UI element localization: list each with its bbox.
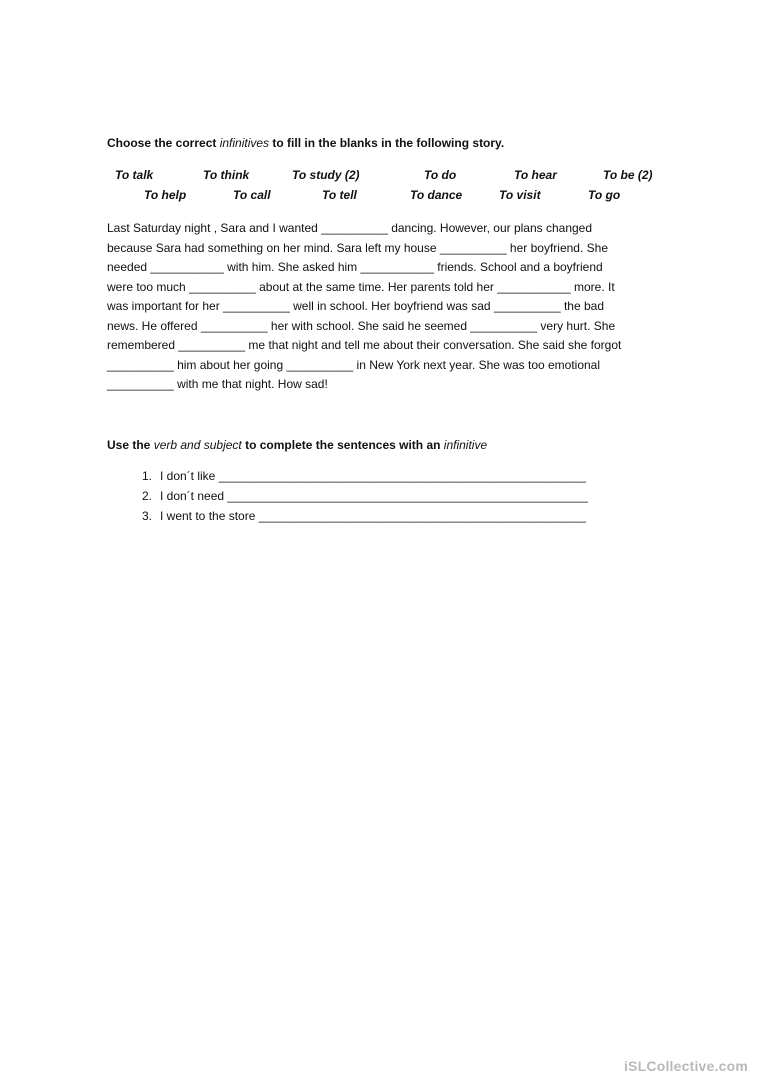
story-line: __________ him about her going __________ in New York next year. She was too emotional <box>107 357 601 372</box>
exercise-item <box>107 469 588 489</box>
word-bank-item: To help <box>144 188 187 202</box>
word-bank-item: To talk <box>115 168 154 182</box>
exercise-text: I don´t like _______________________________________________________ <box>160 469 586 483</box>
exercise-list <box>107 469 588 529</box>
exercise-number: 2. <box>141 489 152 503</box>
story-line: remembered __________ me that night and tell me about their conversation. She said she forgot <box>107 338 622 352</box>
story-line: news. He offered __________ her with school. She said he seemed __________ very hurt. She <box>107 318 616 333</box>
exercise-text: I don´t need ______________________________________________________ <box>160 489 588 503</box>
instruction-emphasis: verb and subject <box>153 438 242 452</box>
exercise-number: 3. <box>141 509 152 523</box>
word-bank-item: To visit <box>499 188 541 202</box>
word-bank-item: To dance <box>410 188 463 202</box>
instruction-emphasis-2: infinitive <box>443 438 488 452</box>
word-bank-item: To think <box>203 168 250 182</box>
section1-instruction <box>107 136 504 150</box>
story-line: Last Saturday night , Sara and I wanted __________ dancing. However, our plans changed <box>107 221 593 235</box>
site-watermark: iSLCollective.com <box>624 1058 748 1074</box>
story-paragraph <box>107 219 667 395</box>
exercise-item <box>107 489 588 509</box>
instruction-emphasis: infinitives <box>219 136 270 150</box>
word-bank-item: To study (2) <box>292 168 360 182</box>
instruction-text-start: Use the <box>107 438 154 452</box>
exercise-number: 1. <box>141 469 152 483</box>
exercise-text: I went to the store _________________________________________________ <box>160 509 586 523</box>
story-line: __________ with me that night. How sad! <box>107 377 328 391</box>
exercise-item <box>107 509 588 529</box>
story-line: because Sara had something on her mind. Sara left my house __________ her boyfriend. She <box>107 240 608 255</box>
story-line: was important for her __________ well in school. Her boyfriend was sad __________ the bad <box>107 299 604 313</box>
word-bank-item: To tell <box>322 188 357 202</box>
instruction-text-start: Choose the correct <box>107 136 220 150</box>
story-line: were too much __________ about at the same time. Her parents told her ___________ more. It <box>107 279 615 294</box>
instruction-text-end: to fill in the blanks in the following story. <box>269 136 505 150</box>
word-bank-item: To hear <box>514 168 557 182</box>
word-bank-item: To call <box>233 188 271 202</box>
instruction-text-middle: to complete the sentences with an <box>241 438 444 452</box>
word-bank-item: To do <box>424 168 457 182</box>
section2-instruction <box>107 438 487 452</box>
word-bank-item: To go <box>588 188 621 202</box>
story-line: needed ___________ with him. She asked him ___________ friends. School and a boyfriend <box>107 260 603 274</box>
word-bank-item: To be (2) <box>603 168 653 182</box>
